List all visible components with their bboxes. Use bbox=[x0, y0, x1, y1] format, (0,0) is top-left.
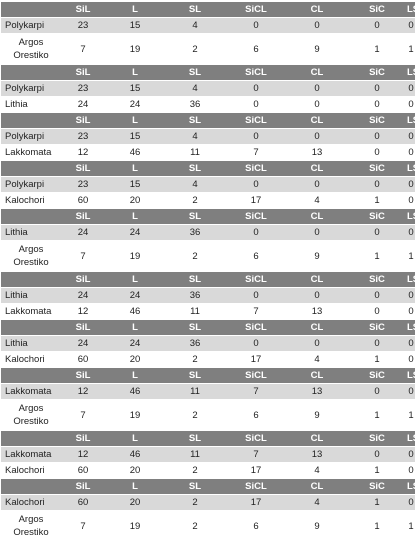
header-row bbox=[1, 368, 415, 384]
value-cell: 0 bbox=[407, 145, 415, 161]
value-cell: 24 bbox=[105, 225, 165, 241]
value-cell: 9 bbox=[287, 511, 347, 542]
value-cell: 12 bbox=[61, 384, 105, 400]
value-cell: 24 bbox=[105, 336, 165, 352]
column-header-sic: SiC bbox=[347, 2, 407, 18]
column-header-sl: SL bbox=[165, 479, 225, 495]
site-name-cell: Kalochori bbox=[1, 495, 61, 511]
column-header-sil: SiL bbox=[61, 431, 105, 447]
value-cell: 24 bbox=[61, 288, 105, 304]
site-name-cell: Lakkomata bbox=[1, 384, 61, 400]
value-cell: 23 bbox=[61, 81, 105, 97]
column-header-ls: LS bbox=[407, 2, 415, 18]
value-cell: 7 bbox=[225, 447, 287, 463]
column-header-sic: SiC bbox=[347, 368, 407, 384]
site-name-cell: Lithia bbox=[1, 225, 61, 241]
value-cell: 36 bbox=[165, 336, 225, 352]
site-name-cell: Lithia bbox=[1, 288, 61, 304]
table-row bbox=[1, 225, 415, 241]
header-site-cell bbox=[1, 431, 61, 447]
column-header-sic: SiC bbox=[347, 65, 407, 81]
value-cell: 13 bbox=[287, 304, 347, 320]
column-header-sic: SiC bbox=[347, 272, 407, 288]
value-cell: 36 bbox=[165, 97, 225, 113]
header-row bbox=[1, 161, 415, 177]
value-cell: 0 bbox=[347, 288, 407, 304]
value-cell: 0 bbox=[407, 304, 415, 320]
header-row bbox=[1, 113, 415, 129]
value-cell: 0 bbox=[407, 225, 415, 241]
column-header-cl: CL bbox=[287, 431, 347, 447]
column-header-ls: LS bbox=[407, 320, 415, 336]
value-cell: 7 bbox=[61, 241, 105, 272]
value-cell: 12 bbox=[61, 447, 105, 463]
header-site-cell bbox=[1, 368, 61, 384]
table-row bbox=[1, 304, 415, 320]
value-cell: 6 bbox=[225, 241, 287, 272]
value-cell: 12 bbox=[61, 145, 105, 161]
column-header-l: L bbox=[105, 431, 165, 447]
value-cell: 15 bbox=[105, 177, 165, 193]
value-cell: 0 bbox=[407, 336, 415, 352]
column-header-ls: LS bbox=[407, 209, 415, 225]
value-cell: 0 bbox=[287, 97, 347, 113]
value-cell: 17 bbox=[225, 463, 287, 479]
column-header-sil: SiL bbox=[61, 209, 105, 225]
column-header-sic: SiC bbox=[347, 479, 407, 495]
value-cell: 0 bbox=[287, 129, 347, 145]
column-header-cl: CL bbox=[287, 161, 347, 177]
value-cell: 0 bbox=[287, 225, 347, 241]
value-cell: 0 bbox=[407, 129, 415, 145]
value-cell: 24 bbox=[61, 336, 105, 352]
value-cell: 46 bbox=[105, 304, 165, 320]
value-cell: 2 bbox=[165, 34, 225, 65]
column-header-cl: CL bbox=[287, 320, 347, 336]
column-header-sl: SL bbox=[165, 113, 225, 129]
value-cell: 46 bbox=[105, 447, 165, 463]
column-header-cl: CL bbox=[287, 2, 347, 18]
column-header-sic: SiC bbox=[347, 209, 407, 225]
header-site-cell bbox=[1, 479, 61, 495]
value-cell: 11 bbox=[165, 304, 225, 320]
column-header-sicl: SiCL bbox=[225, 320, 287, 336]
value-cell: 0 bbox=[347, 177, 407, 193]
value-cell: 15 bbox=[105, 81, 165, 97]
column-header-sicl: SiCL bbox=[225, 479, 287, 495]
value-cell: 0 bbox=[347, 81, 407, 97]
table-row bbox=[1, 177, 415, 193]
header-site-cell bbox=[1, 320, 61, 336]
site-name-cell: Polykarpi bbox=[1, 18, 61, 34]
value-cell: 0 bbox=[407, 193, 415, 209]
value-cell: 0 bbox=[225, 336, 287, 352]
column-header-sicl: SiCL bbox=[225, 272, 287, 288]
column-header-ls: LS bbox=[407, 368, 415, 384]
column-header-sil: SiL bbox=[61, 368, 105, 384]
value-cell: 7 bbox=[225, 304, 287, 320]
column-header-sil: SiL bbox=[61, 320, 105, 336]
value-cell: 0 bbox=[287, 81, 347, 97]
value-cell: 1 bbox=[347, 495, 407, 511]
column-header-sl: SL bbox=[165, 272, 225, 288]
column-header-l: L bbox=[105, 209, 165, 225]
value-cell: 1 bbox=[407, 400, 415, 431]
column-header-l: L bbox=[105, 161, 165, 177]
value-cell: 0 bbox=[347, 336, 407, 352]
table-row bbox=[1, 336, 415, 352]
header-site-cell bbox=[1, 272, 61, 288]
table-row bbox=[1, 288, 415, 304]
value-cell: 19 bbox=[105, 34, 165, 65]
value-cell: 0 bbox=[225, 225, 287, 241]
value-cell: 17 bbox=[225, 193, 287, 209]
value-cell: 7 bbox=[61, 511, 105, 542]
value-cell: 0 bbox=[407, 447, 415, 463]
site-name-cell: Lakkomata bbox=[1, 447, 61, 463]
site-name-cell: Kalochori bbox=[1, 193, 61, 209]
value-cell: 0 bbox=[225, 97, 287, 113]
value-cell: 20 bbox=[105, 352, 165, 368]
column-header-sl: SL bbox=[165, 320, 225, 336]
header-row bbox=[1, 479, 415, 495]
value-cell: 23 bbox=[61, 177, 105, 193]
value-cell: 15 bbox=[105, 129, 165, 145]
column-header-sic: SiC bbox=[347, 431, 407, 447]
column-header-sic: SiC bbox=[347, 113, 407, 129]
value-cell: 0 bbox=[287, 336, 347, 352]
table-row bbox=[1, 97, 415, 113]
value-cell: 19 bbox=[105, 400, 165, 431]
value-cell: 11 bbox=[165, 447, 225, 463]
value-cell: 0 bbox=[225, 288, 287, 304]
header-row bbox=[1, 320, 415, 336]
value-cell: 60 bbox=[61, 352, 105, 368]
value-cell: 1 bbox=[347, 352, 407, 368]
column-header-sicl: SiCL bbox=[225, 113, 287, 129]
table-row bbox=[1, 495, 415, 511]
value-cell: 1 bbox=[347, 34, 407, 65]
value-cell: 24 bbox=[105, 97, 165, 113]
value-cell: 19 bbox=[105, 511, 165, 542]
column-header-sic: SiC bbox=[347, 161, 407, 177]
value-cell: 11 bbox=[165, 384, 225, 400]
site-name-cell: Lithia bbox=[1, 336, 61, 352]
header-site-cell bbox=[1, 65, 61, 81]
value-cell: 0 bbox=[287, 177, 347, 193]
table-row bbox=[1, 463, 415, 479]
header-row bbox=[1, 2, 415, 18]
column-header-sl: SL bbox=[165, 209, 225, 225]
value-cell: 7 bbox=[61, 400, 105, 431]
site-name-cell: Lakkomata bbox=[1, 145, 61, 161]
table-row bbox=[1, 511, 415, 542]
site-name-cell: Kalochori bbox=[1, 463, 61, 479]
value-cell: 2 bbox=[165, 511, 225, 542]
soil-texture-comparison-table bbox=[1, 1, 419, 541]
value-cell: 7 bbox=[61, 34, 105, 65]
header-row bbox=[1, 209, 415, 225]
value-cell: 7 bbox=[225, 384, 287, 400]
value-cell: 0 bbox=[225, 18, 287, 34]
soil-texture-comparison-table-wrapper bbox=[1, 1, 419, 541]
value-cell: 1 bbox=[347, 193, 407, 209]
value-cell: 36 bbox=[165, 288, 225, 304]
column-header-sil: SiL bbox=[61, 161, 105, 177]
value-cell: 11 bbox=[165, 145, 225, 161]
column-header-sl: SL bbox=[165, 368, 225, 384]
column-header-ls: LS bbox=[407, 431, 415, 447]
column-header-sl: SL bbox=[165, 161, 225, 177]
column-header-sicl: SiCL bbox=[225, 368, 287, 384]
value-cell: 23 bbox=[61, 18, 105, 34]
value-cell: 4 bbox=[165, 129, 225, 145]
table-row bbox=[1, 81, 415, 97]
site-name-cell: Lakkomata bbox=[1, 304, 61, 320]
value-cell: 9 bbox=[287, 400, 347, 431]
column-header-ls: LS bbox=[407, 65, 415, 81]
value-cell: 0 bbox=[347, 384, 407, 400]
value-cell: 9 bbox=[287, 241, 347, 272]
value-cell: 13 bbox=[287, 447, 347, 463]
value-cell: 0 bbox=[347, 129, 407, 145]
column-header-ls: LS bbox=[407, 479, 415, 495]
value-cell: 0 bbox=[225, 81, 287, 97]
value-cell: 0 bbox=[225, 177, 287, 193]
table-row bbox=[1, 447, 415, 463]
column-header-sil: SiL bbox=[61, 65, 105, 81]
value-cell: 2 bbox=[165, 241, 225, 272]
site-name-cell: Argos Orestiko bbox=[1, 400, 61, 431]
column-header-sic: SiC bbox=[347, 320, 407, 336]
value-cell: 20 bbox=[105, 495, 165, 511]
column-header-cl: CL bbox=[287, 209, 347, 225]
column-header-sil: SiL bbox=[61, 113, 105, 129]
value-cell: 1 bbox=[347, 511, 407, 542]
site-name-cell: Kalochori bbox=[1, 352, 61, 368]
value-cell: 1 bbox=[407, 511, 415, 542]
header-row bbox=[1, 431, 415, 447]
value-cell: 4 bbox=[287, 193, 347, 209]
column-header-l: L bbox=[105, 368, 165, 384]
value-cell: 23 bbox=[61, 129, 105, 145]
value-cell: 1 bbox=[407, 241, 415, 272]
value-cell: 4 bbox=[287, 352, 347, 368]
value-cell: 1 bbox=[407, 34, 415, 65]
value-cell: 46 bbox=[105, 384, 165, 400]
value-cell: 20 bbox=[105, 463, 165, 479]
value-cell: 1 bbox=[347, 400, 407, 431]
value-cell: 0 bbox=[347, 18, 407, 34]
value-cell: 0 bbox=[407, 352, 415, 368]
value-cell: 0 bbox=[407, 463, 415, 479]
column-header-sil: SiL bbox=[61, 2, 105, 18]
value-cell: 0 bbox=[287, 18, 347, 34]
header-site-cell bbox=[1, 113, 61, 129]
column-header-l: L bbox=[105, 272, 165, 288]
site-name-cell: Argos Orestiko bbox=[1, 34, 61, 65]
value-cell: 0 bbox=[287, 288, 347, 304]
column-header-cl: CL bbox=[287, 479, 347, 495]
header-row bbox=[1, 65, 415, 81]
table-row bbox=[1, 18, 415, 34]
value-cell: 0 bbox=[347, 447, 407, 463]
column-header-sil: SiL bbox=[61, 272, 105, 288]
column-header-l: L bbox=[105, 2, 165, 18]
value-cell: 46 bbox=[105, 145, 165, 161]
value-cell: 0 bbox=[407, 177, 415, 193]
value-cell: 6 bbox=[225, 511, 287, 542]
column-header-sl: SL bbox=[165, 2, 225, 18]
column-header-cl: CL bbox=[287, 368, 347, 384]
value-cell: 2 bbox=[165, 495, 225, 511]
column-header-cl: CL bbox=[287, 65, 347, 81]
value-cell: 24 bbox=[61, 225, 105, 241]
value-cell: 12 bbox=[61, 304, 105, 320]
value-cell: 9 bbox=[287, 34, 347, 65]
value-cell: 4 bbox=[287, 463, 347, 479]
value-cell: 15 bbox=[105, 18, 165, 34]
value-cell: 17 bbox=[225, 352, 287, 368]
column-header-sicl: SiCL bbox=[225, 209, 287, 225]
column-header-sicl: SiCL bbox=[225, 2, 287, 18]
column-header-l: L bbox=[105, 320, 165, 336]
value-cell: 0 bbox=[347, 97, 407, 113]
value-cell: 2 bbox=[165, 193, 225, 209]
table-row bbox=[1, 352, 415, 368]
value-cell: 20 bbox=[105, 193, 165, 209]
value-cell: 60 bbox=[61, 193, 105, 209]
column-header-sicl: SiCL bbox=[225, 161, 287, 177]
column-header-l: L bbox=[105, 479, 165, 495]
value-cell: 6 bbox=[225, 34, 287, 65]
value-cell: 4 bbox=[165, 18, 225, 34]
value-cell: 0 bbox=[347, 145, 407, 161]
value-cell: 4 bbox=[165, 177, 225, 193]
value-cell: 0 bbox=[225, 129, 287, 145]
header-site-cell bbox=[1, 2, 61, 18]
column-header-ls: LS bbox=[407, 113, 415, 129]
value-cell: 6 bbox=[225, 400, 287, 431]
site-name-cell: Polykarpi bbox=[1, 81, 61, 97]
site-name-cell: Argos Orestiko bbox=[1, 241, 61, 272]
column-header-sicl: SiCL bbox=[225, 65, 287, 81]
value-cell: 0 bbox=[407, 97, 415, 113]
value-cell: 0 bbox=[407, 288, 415, 304]
value-cell: 17 bbox=[225, 495, 287, 511]
header-row bbox=[1, 272, 415, 288]
value-cell: 4 bbox=[287, 495, 347, 511]
value-cell: 0 bbox=[407, 495, 415, 511]
table-row bbox=[1, 129, 415, 145]
table-row bbox=[1, 145, 415, 161]
site-name-cell: Polykarpi bbox=[1, 129, 61, 145]
column-header-sil: SiL bbox=[61, 479, 105, 495]
table-row bbox=[1, 384, 415, 400]
column-header-l: L bbox=[105, 65, 165, 81]
value-cell: 60 bbox=[61, 463, 105, 479]
site-name-cell: Polykarpi bbox=[1, 177, 61, 193]
value-cell: 0 bbox=[407, 81, 415, 97]
value-cell: 4 bbox=[165, 81, 225, 97]
value-cell: 2 bbox=[165, 400, 225, 431]
value-cell: 60 bbox=[61, 495, 105, 511]
value-cell: 2 bbox=[165, 352, 225, 368]
column-header-ls: LS bbox=[407, 272, 415, 288]
column-header-l: L bbox=[105, 113, 165, 129]
column-header-ls: LS bbox=[407, 161, 415, 177]
table-row bbox=[1, 34, 415, 65]
value-cell: 0 bbox=[347, 225, 407, 241]
value-cell: 1 bbox=[347, 241, 407, 272]
value-cell: 0 bbox=[407, 18, 415, 34]
table-row bbox=[1, 241, 415, 272]
site-name-cell: Lithia bbox=[1, 97, 61, 113]
value-cell: 13 bbox=[287, 384, 347, 400]
value-cell: 24 bbox=[61, 97, 105, 113]
value-cell: 36 bbox=[165, 225, 225, 241]
value-cell: 19 bbox=[105, 241, 165, 272]
site-name-cell: Argos Orestiko bbox=[1, 511, 61, 542]
value-cell: 2 bbox=[165, 463, 225, 479]
column-header-cl: CL bbox=[287, 272, 347, 288]
header-site-cell bbox=[1, 209, 61, 225]
value-cell: 0 bbox=[347, 304, 407, 320]
column-header-sl: SL bbox=[165, 65, 225, 81]
column-header-sicl: SiCL bbox=[225, 431, 287, 447]
table-body bbox=[1, 2, 419, 542]
value-cell: 1 bbox=[347, 463, 407, 479]
column-header-sl: SL bbox=[165, 431, 225, 447]
column-header-cl: CL bbox=[287, 113, 347, 129]
table-row bbox=[1, 400, 415, 431]
value-cell: 7 bbox=[225, 145, 287, 161]
table-row bbox=[1, 193, 415, 209]
value-cell: 0 bbox=[407, 384, 415, 400]
value-cell: 24 bbox=[105, 288, 165, 304]
header-site-cell bbox=[1, 161, 61, 177]
value-cell: 13 bbox=[287, 145, 347, 161]
